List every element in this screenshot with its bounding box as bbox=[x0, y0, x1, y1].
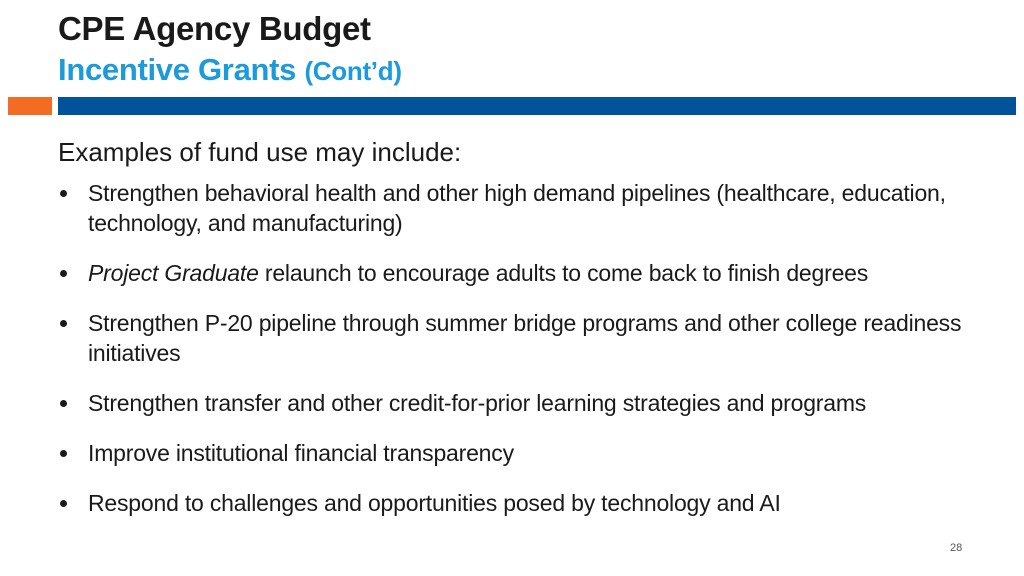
accent-bar-blue bbox=[58, 97, 1016, 115]
bullet-text: Strengthen transfer and other credit-for-prior learning strategies and programs bbox=[88, 390, 867, 416]
bullet-item bbox=[58, 308, 988, 368]
bullet-dot-icon bbox=[60, 320, 67, 327]
bullet-dot-icon bbox=[60, 500, 67, 507]
bullet-dot-icon bbox=[60, 450, 67, 457]
bullet-text: Respond to challenges and opportunities posed by technology and AI bbox=[88, 490, 781, 516]
bullet-list bbox=[58, 178, 988, 518]
title-block bbox=[58, 8, 402, 91]
slide-title: CPE Agency Budget bbox=[58, 10, 371, 47]
bullet-text: relaunch to encourage adults to come back to finish degrees bbox=[258, 260, 869, 286]
bullet-item bbox=[58, 258, 988, 288]
slide-subtitle bbox=[58, 50, 402, 91]
bullet-dot-icon bbox=[60, 190, 67, 197]
intro-text: Examples of fund use may include: bbox=[58, 137, 462, 167]
bullet-dot-icon bbox=[60, 270, 67, 277]
bullet-item bbox=[58, 438, 988, 468]
bullet-text: Strengthen behavioral health and other high demand pipelines (healthcare, education, technology, and manufacturing) bbox=[88, 180, 946, 236]
bullet-item bbox=[58, 178, 988, 238]
bullet-italic-text: Project Graduate bbox=[88, 260, 259, 286]
accent-bar-orange bbox=[8, 97, 52, 115]
bullet-item bbox=[58, 388, 988, 418]
bullet-text: Improve institutional financial transparency bbox=[88, 440, 514, 466]
subtitle-main: Incentive Grants bbox=[58, 52, 297, 87]
bullet-text: Strengthen P-20 pipeline through summer bridge programs and other college readiness initiatives bbox=[88, 310, 962, 366]
bullet-dot-icon bbox=[60, 400, 67, 407]
subtitle-suffix: (Cont’d) bbox=[304, 56, 402, 86]
bullet-item bbox=[58, 488, 988, 518]
page-number: 28 bbox=[950, 542, 963, 554]
